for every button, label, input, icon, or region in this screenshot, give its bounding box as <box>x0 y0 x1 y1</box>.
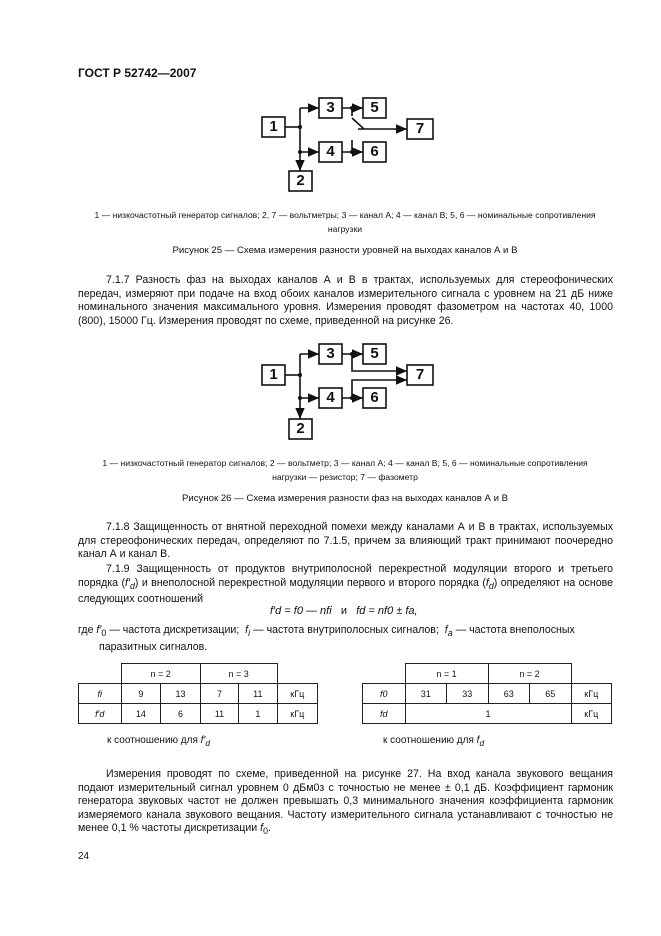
fig26-legend-line1: 1 — низкочастотный генератор сигналов; 2 — вольтметр; 3 — канал А; 4 — канал В; 5, 6 — номинальные сопротивления <box>102 458 588 468</box>
t2-header-n2: n = 2 <box>488 664 571 684</box>
para-718-text: 7.1.8 Защищенность от внятной переходной помехи между каналами А и В в трактах, используемых для стереофонических передач, определяют по 7.1.5, причем за влияющий тракт принимают поочередно канал А и канал В. <box>78 521 613 561</box>
formula-and: и <box>340 605 348 617</box>
fig25-legend-line2: нагрузки <box>327 224 363 234</box>
fig25-label-2: 2 <box>296 172 305 189</box>
para-final-text: Измерения проводят по схеме, приведенной на рисунке 27. На вход канала звукового вещания подают измерительный сигнал уровнем 0 дБм0з с точностью не менее ± 0,1 дБ. Коэффициент гармоник генератора звуковых частот не должен превышать 0,3 минимального значения коэффициента гармоник измеряемого канала звукового вещания. Частоту измерительного сигнала устанавливают с точностью не менее 0,1 % частоты дискретизации $f_0$. <box>78 768 613 837</box>
paragraph-7-1-9 <box>78 563 613 607</box>
table-row: f′d 14 6 11 1 кГц <box>79 704 318 724</box>
fig26-caption: Рисунок 26 — Схема измерения разности фаз на выходах каналов А и В <box>181 493 509 504</box>
fig25-label-5: 5 <box>370 99 379 116</box>
table-1 <box>78 663 318 724</box>
fig25-legend-line1: 1 — низкочастотный генератор сигналов; 2, 7 — вольтметры; 3 — канал А; 4 — канал В; 5, 6 — номинальные сопротивления <box>94 210 596 220</box>
fig25-label-7: 7 <box>415 120 425 137</box>
fig26-label-7: 7 <box>415 366 425 383</box>
fig26-label-4: 4 <box>326 389 335 406</box>
fig25-caption: Рисунок 25 — Схема измерения разности уровней на выходах каналов А и В <box>172 245 518 256</box>
fig25-legend <box>70 208 620 236</box>
paragraph-7-1-8 <box>78 521 613 562</box>
t2-header-n1: n = 1 <box>405 664 488 684</box>
t1-header-n3: n = 3 <box>200 664 277 684</box>
fig25-label-4: 4 <box>326 143 335 160</box>
formula-right: fd = nf0 ± fa, <box>356 605 418 617</box>
paragraph-final <box>78 768 613 839</box>
fig26-label-6: 6 <box>370 389 379 406</box>
table-row: fi 9 13 7 11 кГц <box>79 684 318 704</box>
fig25-label-6: 6 <box>370 143 379 160</box>
table-2 <box>362 663 612 724</box>
fig25-label-3: 3 <box>326 99 335 116</box>
fig26-legend-line2: нагрузки — резистор; 7 — фазометр <box>272 472 418 482</box>
document-header: ГОСТ Р 52742—2007 <box>78 66 197 80</box>
t1-header-n2: n = 2 <box>121 664 200 684</box>
fig26-label-3: 3 <box>326 345 335 362</box>
fig26-label-2: 2 <box>296 420 305 437</box>
paragraph-7-1-7 <box>78 274 613 328</box>
fig26-legend <box>70 456 620 484</box>
page-number: 24 <box>78 851 90 862</box>
formula-left: f′d = f0 — nfi <box>270 605 332 617</box>
fig26-label-1: 1 <box>269 366 278 383</box>
para-717-text: 7.1.7 Разность фаз на выходах каналов А и В в трактах, используемых для стереофонических передач, измеряют при подаче на вход обоих каналов измерительного сигнала с уровнем на 21 дБ ниже номинального значения максимального уровня. Измерения проводят фазометром на частотах 40, 1000 (800), 15000 Гц. Измерения проводят по схеме, приведенной на рисунке 26. <box>78 274 613 327</box>
table-2-note: к соотношению для $f_d$ <box>383 735 485 748</box>
table-row: fd 1 кГц <box>363 704 612 724</box>
table-1-note: к соотношению для $f'_d$ <box>107 735 210 748</box>
para-719-text: 7.1.9 Защищенность от продуктов внутриполосной перекрестной модуляции второго и третьего порядка $(f'_d)$ и внеполосной перекрестной модуляции первого и второго порядка $(f_d)$ определяют на основе следующих соотношений <box>78 563 613 606</box>
fig25-label-1: 1 <box>269 118 278 135</box>
table-row: f0 31 33 63 65 кГц <box>363 684 612 704</box>
where-block: где $f'_0$ — частота дискретизации; $f_i$ — частота внутриполосных сигналов; $f_a$ — частота внеполосных паразитных сигналов. <box>78 624 575 653</box>
fig26-label-5: 5 <box>370 345 379 362</box>
formula <box>270 605 418 617</box>
